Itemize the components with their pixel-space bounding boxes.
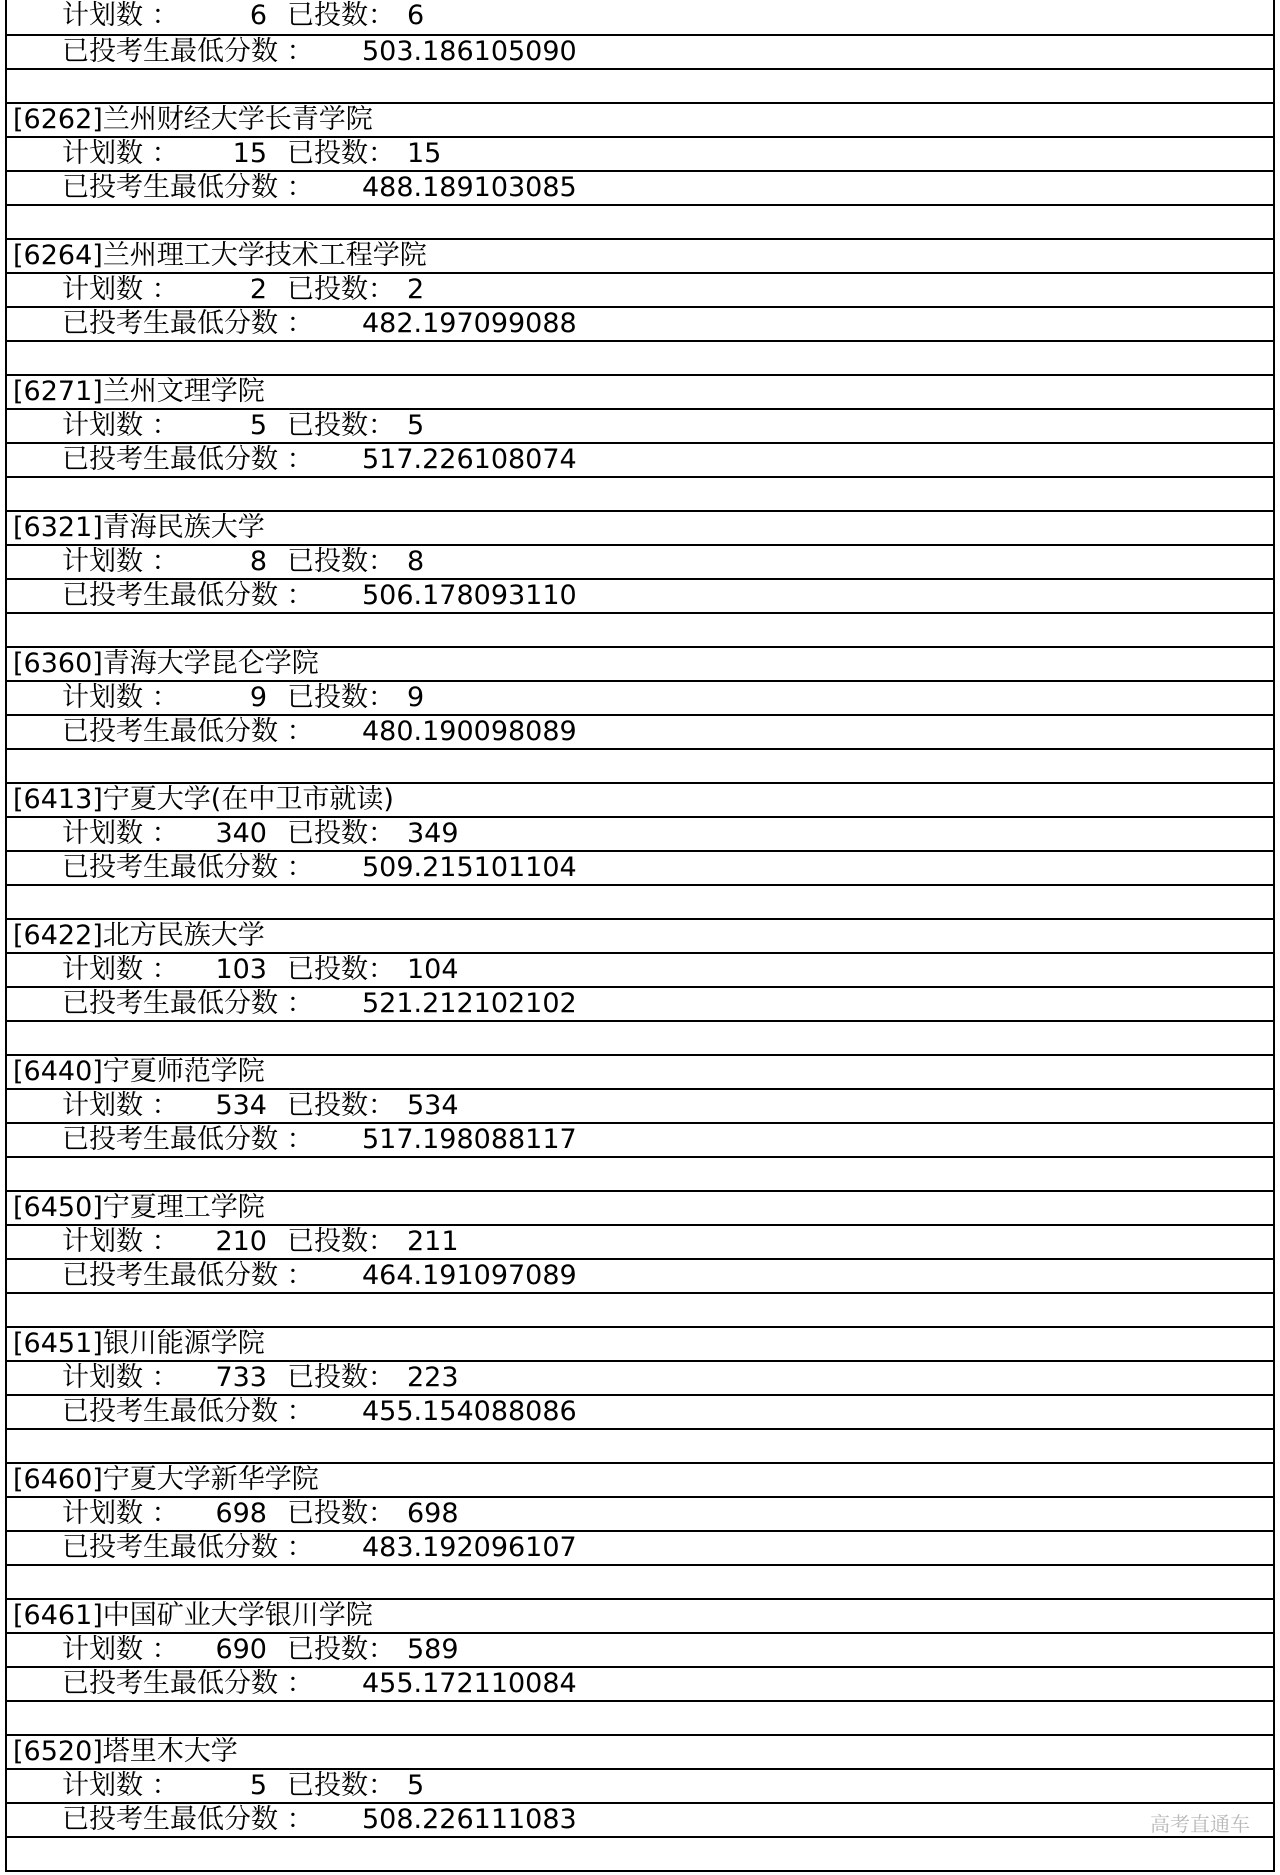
min-score-label: 已投考生最低分数 ： — [62, 308, 314, 339]
school-name: [6360]青海大学昆仑学院 — [7, 646, 1273, 680]
plan-value: 15 — [232, 138, 267, 169]
min-score-label: 已投考生最低分数 ： — [62, 580, 314, 611]
min-score-row — [7, 1666, 1273, 1700]
submitted-value: 589 — [407, 1634, 459, 1665]
min-score-value: 506.178093110 — [362, 580, 577, 611]
min-score-label: 已投考生最低分数 ： — [62, 1260, 314, 1291]
submitted-label: 已投数： — [287, 138, 395, 169]
school-name: [6461]中国矿业大学银川学院 — [7, 1598, 1273, 1632]
min-score-row — [7, 1802, 1273, 1836]
min-score-value: 483.192096107 — [362, 1532, 577, 1563]
spacer-row — [7, 1156, 1273, 1190]
spacer-row — [7, 612, 1273, 646]
submitted-label: 已投数： — [287, 1362, 395, 1393]
min-score-row — [7, 306, 1273, 340]
min-score-label: 已投考生最低分数 ： — [62, 1396, 314, 1427]
plan-row — [7, 1224, 1273, 1258]
watermark: 高考直通车 — [1150, 1812, 1250, 1836]
plan-value: 698 — [215, 1498, 267, 1529]
plan-value: 5 — [249, 410, 267, 441]
spacer-row — [7, 1564, 1273, 1598]
submitted-value: 211 — [407, 1226, 459, 1257]
spacer-row — [7, 68, 1273, 102]
min-score-row — [7, 986, 1273, 1020]
plan-label: 计划数 ： — [62, 1634, 179, 1665]
min-score-label: 已投考生最低分数 ： — [62, 988, 314, 1019]
min-score-row — [7, 1394, 1273, 1428]
min-score-value: 509.215101104 — [362, 852, 577, 883]
min-score-label: 已投考生最低分数 ： — [62, 444, 314, 475]
submitted-value: 698 — [407, 1498, 459, 1529]
plan-row — [7, 136, 1273, 170]
plan-row — [7, 408, 1273, 442]
school-name: [6451]银川能源学院 — [7, 1326, 1273, 1360]
plan-row — [7, 1496, 1273, 1530]
school-name: [6321]青海民族大学 — [7, 510, 1273, 544]
plan-value: 2 — [249, 274, 267, 305]
spacer-row — [7, 748, 1273, 782]
min-score-value: 455.154088086 — [362, 1396, 577, 1427]
submitted-value: 534 — [407, 1090, 459, 1121]
plan-value: 733 — [215, 1362, 267, 1393]
plan-row — [7, 0, 1273, 34]
min-score-value: 521.212102102 — [362, 988, 577, 1019]
plan-label: 计划数 ： — [62, 0, 179, 31]
plan-label: 计划数 ： — [62, 1226, 179, 1257]
submitted-label: 已投数： — [287, 682, 395, 713]
school-name: [6440]宁夏师范学院 — [7, 1054, 1273, 1088]
min-score-row — [7, 170, 1273, 204]
plan-value: 103 — [215, 954, 267, 985]
min-score-row — [7, 714, 1273, 748]
school-name: [6413]宁夏大学(在中卫市就读) — [7, 782, 1273, 816]
spacer-row — [7, 884, 1273, 918]
plan-row — [7, 1632, 1273, 1666]
min-score-label: 已投考生最低分数 ： — [62, 1668, 314, 1699]
plan-label: 计划数 ： — [62, 1090, 179, 1121]
submitted-value: 15 — [407, 138, 442, 169]
min-score-label: 已投考生最低分数 ： — [62, 716, 314, 747]
spacer-row — [7, 1428, 1273, 1462]
submitted-value: 5 — [407, 410, 425, 441]
submitted-label: 已投数： — [287, 1770, 395, 1801]
min-score-row — [7, 850, 1273, 884]
min-score-value: 517.226108074 — [362, 444, 577, 475]
plan-row — [7, 272, 1273, 306]
submitted-label: 已投数： — [287, 410, 395, 441]
min-score-value: 482.197099088 — [362, 308, 577, 339]
plan-value: 9 — [249, 682, 267, 713]
spacer-row — [7, 1292, 1273, 1326]
plan-value: 210 — [215, 1226, 267, 1257]
min-score-label: 已投考生最低分数 ： — [62, 1532, 314, 1563]
plan-row — [7, 544, 1273, 578]
min-score-value: 464.191097089 — [362, 1260, 577, 1291]
min-score-row — [7, 34, 1273, 68]
min-score-value: 480.190098089 — [362, 716, 577, 747]
spacer-row — [7, 1700, 1273, 1734]
spacer-row — [7, 1836, 1273, 1870]
submitted-label: 已投数： — [287, 954, 395, 985]
spacer-row — [7, 204, 1273, 238]
min-score-row — [7, 442, 1273, 476]
plan-label: 计划数 ： — [62, 682, 179, 713]
school-name: [6450]宁夏理工学院 — [7, 1190, 1273, 1224]
submitted-value: 8 — [407, 546, 425, 577]
submitted-label: 已投数： — [287, 546, 395, 577]
plan-label: 计划数 ： — [62, 954, 179, 985]
school-name: [6422]北方民族大学 — [7, 918, 1273, 952]
min-score-value: 503.186105090 — [362, 36, 577, 67]
spacer-row — [7, 1020, 1273, 1054]
submitted-value: 6 — [407, 0, 425, 31]
submitted-label: 已投数： — [287, 1090, 395, 1121]
min-score-row — [7, 578, 1273, 612]
plan-value: 5 — [249, 1770, 267, 1801]
school-name: [6264]兰州理工大学技术工程学院 — [7, 238, 1273, 272]
plan-label: 计划数 ： — [62, 818, 179, 849]
min-score-value: 488.189103085 — [362, 172, 577, 203]
plan-value: 340 — [215, 818, 267, 849]
min-score-row — [7, 1530, 1273, 1564]
plan-value: 6 — [249, 0, 267, 31]
plan-row — [7, 1088, 1273, 1122]
plan-row — [7, 1768, 1273, 1802]
plan-value: 690 — [215, 1634, 267, 1665]
submitted-value: 223 — [407, 1362, 459, 1393]
min-score-label: 已投考生最低分数 ： — [62, 852, 314, 883]
submitted-value: 9 — [407, 682, 425, 713]
min-score-label: 已投考生最低分数 ： — [62, 1124, 314, 1155]
plan-label: 计划数 ： — [62, 274, 179, 305]
submitted-label: 已投数： — [287, 274, 395, 305]
plan-row — [7, 1360, 1273, 1394]
plan-label: 计划数 ： — [62, 138, 179, 169]
school-name: [6520]塔里木大学 — [7, 1734, 1273, 1768]
plan-label: 计划数 ： — [62, 1498, 179, 1529]
plan-label: 计划数 ： — [62, 1770, 179, 1801]
submitted-label: 已投数： — [287, 0, 395, 31]
plan-row — [7, 680, 1273, 714]
submitted-value: 5 — [407, 1770, 425, 1801]
min-score-label: 已投考生最低分数 ： — [62, 1804, 314, 1835]
spacer-row — [7, 476, 1273, 510]
plan-label: 计划数 ： — [62, 546, 179, 577]
school-name: [6262]兰州财经大学长青学院 — [7, 102, 1273, 136]
submitted-label: 已投数： — [287, 1226, 395, 1257]
min-score-row — [7, 1122, 1273, 1156]
submitted-label: 已投数： — [287, 1634, 395, 1665]
submitted-value: 2 — [407, 274, 425, 305]
school-name: [6271]兰州文理学院 — [7, 374, 1273, 408]
submitted-label: 已投数： — [287, 1498, 395, 1529]
min-score-label: 已投考生最低分数 ： — [62, 172, 314, 203]
min-score-value: 508.226111083 — [362, 1804, 577, 1835]
min-score-value: 455.172110084 — [362, 1668, 577, 1699]
school-name: [6460]宁夏大学新华学院 — [7, 1462, 1273, 1496]
plan-label: 计划数 ： — [62, 410, 179, 441]
min-score-row — [7, 1258, 1273, 1292]
submitted-value: 104 — [407, 954, 459, 985]
plan-row — [7, 952, 1273, 986]
plan-value: 534 — [215, 1090, 267, 1121]
submitted-label: 已投数： — [287, 818, 395, 849]
plan-row — [7, 816, 1273, 850]
min-score-label: 已投考生最低分数 ： — [62, 36, 314, 67]
plan-label: 计划数 ： — [62, 1362, 179, 1393]
plan-value: 8 — [249, 546, 267, 577]
min-score-value: 517.198088117 — [362, 1124, 577, 1155]
spacer-row — [7, 340, 1273, 374]
submitted-value: 349 — [407, 818, 459, 849]
admission-table — [5, 0, 1275, 1872]
